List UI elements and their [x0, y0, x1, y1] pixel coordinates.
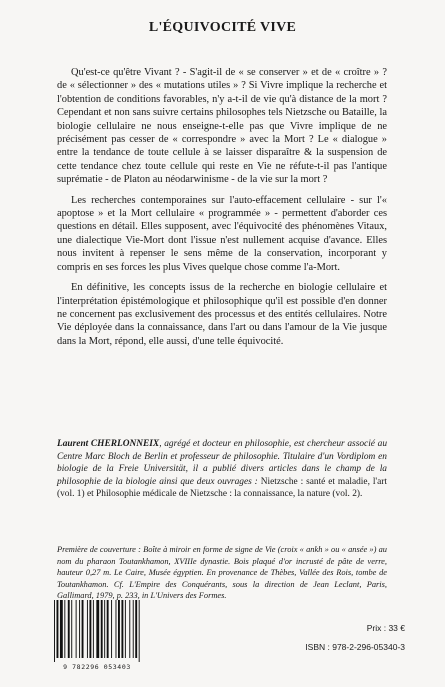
price: Prix : 33 €: [366, 623, 405, 633]
author-name: Laurent CHERLONNEIX: [57, 439, 160, 449]
cover-credit: Première de couverture : Boîte à miroir en forme de signe de Vie (croix « ankh » ou « ansée ») au nom du pharaon Toutankhamon, XVIIIe dynastie. Bois plaqué d'or incrusté de pâte de verre, hauteur 0,27 m. Le Caire, Musée égyptien. En provenance de Thèbes, Vallée des Rois, tombe de Toutankhamon. Cf. L'Empire des Conquérants, sous la direction de Jean Leclant, Paris, Gallimard, 1979, p. 233, in L'Univers des Formes.: [57, 545, 387, 601]
paragraph-3: En définitive, les concepts issus de la recherche en biologie cellulaire et l'interprétation épistémologique et philosophique qu'il est possible d'en donner ne concernent pas exclusivement des processus et des entités cellulaires. Notre Vie déployée dans la connaissance, dans l'art ou dans l'amour de la Vie jusque dans la Mort, répond, elle aussi, d'une telle équivocité.: [57, 282, 387, 347]
isbn: ISBN : 978-2-296-05340-3: [305, 642, 405, 652]
paragraph-2: Les recherches contemporaines sur l'auto-effacement cellulaire - sur l'« apoptose » et la Mort cellulaire « programmée » - permettent d'aborder ces questions en détail. Elles supposent, avec l'équivocité des phénomènes Vitaux, une dialectique Vie-Mort dont l'issue n'est nullement acquise d'avance. Elles nous invitent à repenser le sens même de la conservation, incorporant y compris en ses forces les plus Vives quelque chose comme l'a-Mort.: [57, 194, 387, 273]
blurb: [57, 66, 387, 355]
barcode: [52, 600, 142, 672]
barcode-digits: 9 782296 053403: [63, 663, 131, 671]
book-title: L'ÉQUIVOCITÉ VIVE: [148, 20, 297, 35]
author-works: Nietzsche : santé et maladie, l'art (vol. 1) et Philosophie médicale de Nietzsche : la connaissance, la nature (vol. 2).: [57, 476, 388, 500]
paragraph-1: Qu'est-ce qu'être Vivant ? - S'agit-il de « se conserver » et de « croître » ? de « sélectionner » des « mutations utiles » ? Si Vivre implique la recherche et l'obtention de conditions favorables, n'y a-t-il de vie qu'à distance de la mort ? Cependant et non sans suivre certains philosophes tels Nietzsche ou Bataille, la biologie cellulaire ne nous enseigne-t-elle pas que Vivre implique de ne précisément pas cesser de « correspondre » avec la Mort ? Le « dialogue » entre la tendance de toute cellule à se laisser disparaître & la suspension de cette tendance chez toute cellule qui reste en Vie ne réfute-t-il pas l'antique suprématie - de Platon au néodarwinisme - de la vie sur la mort ?: [57, 67, 387, 186]
barcode-bars: [52, 600, 142, 662]
author-bio: [57, 438, 387, 501]
author-bio-text: , agrégé et docteur en philosophie, est chercheur associé au Centre Marc Bloch de Berlin et professeur de philosophie. Titulaire d'un Vordiplom en biologie de la Freie Universität, il a publié divers articles dans le champ de la philosophie de la biologie ainsi que deux ouvrages :: [57, 439, 388, 487]
